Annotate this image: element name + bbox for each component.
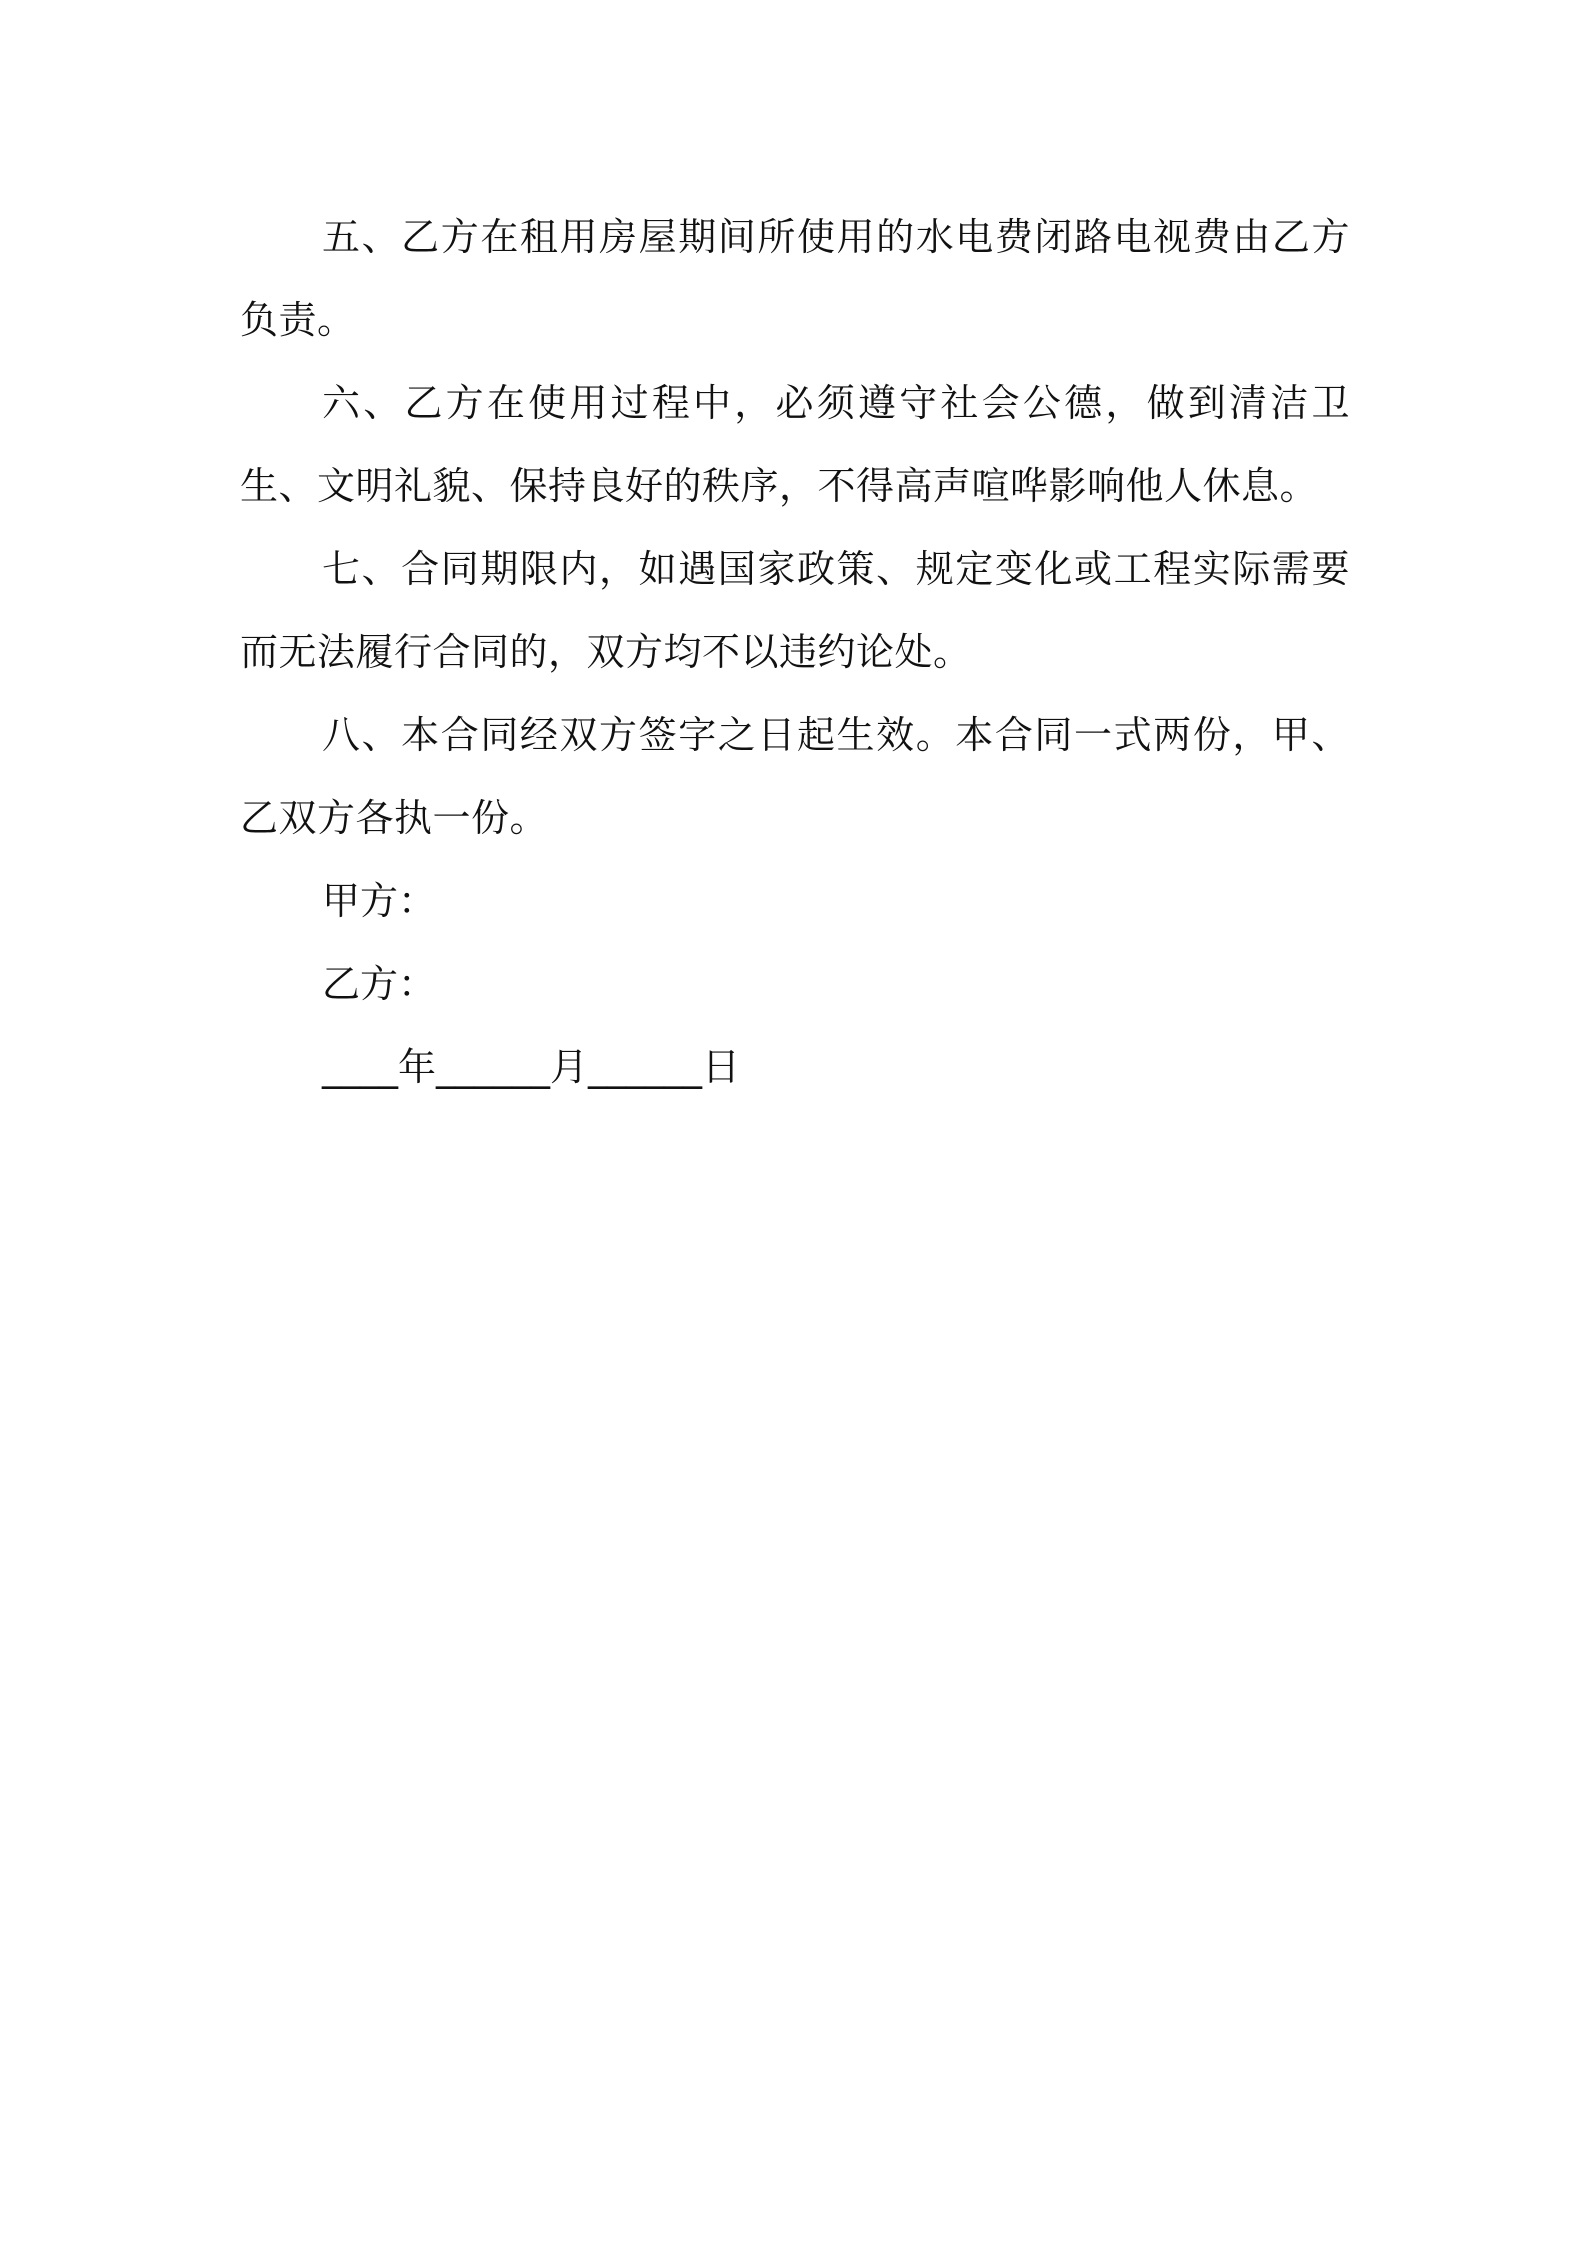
clause-seven: 七、合同期限内，如遇国家政策、规定变化或工程实际需要而无法履行合同的，双方均不以违约论处。 bbox=[240, 547, 1350, 674]
clause-six: 六、乙方在使用过程中，必须遵守社会公德，做到清洁卫生、文明礼貌、保持良好的秩序，不得高声喧哗影响他人休息。 bbox=[240, 381, 1350, 508]
party-b-signature-label: 乙方： bbox=[322, 962, 437, 1006]
signature-date-line: ____年______月______日 bbox=[322, 1045, 741, 1089]
clause-eight: 八、本合同经双方签字之日起生效。本合同一式两份，甲、乙双方各执一份。 bbox=[240, 713, 1350, 840]
party-a-signature-label: 甲方： bbox=[322, 879, 437, 923]
clause-five: 五、乙方在租用房屋期间所使用的水电费闭路电视费由乙方负责。 bbox=[240, 215, 1350, 342]
contract-body bbox=[240, 196, 1350, 1109]
